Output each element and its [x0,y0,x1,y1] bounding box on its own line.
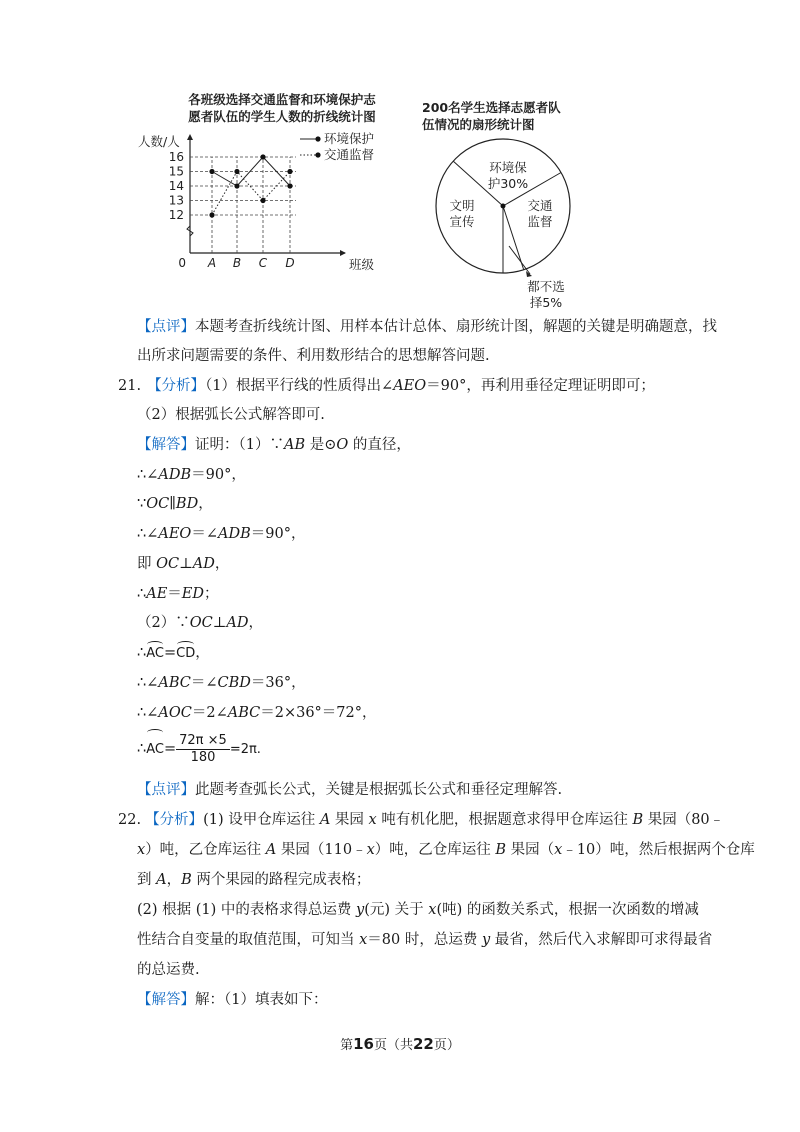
line-chart-title: 各班级选择交通监督和环境保护志 [188,92,376,107]
line-series-1-point [209,212,214,217]
arc-ac-2: AC [146,732,164,768]
line-chart-origin: 0 [178,256,186,270]
pie-chart [418,88,598,308]
comment-tag: 【点评】 [137,319,195,335]
proof-line-1: ∴∠ADB＝90°， [137,467,246,483]
question-number: 21. [118,378,142,394]
pie-slice-label: 文明 [449,198,475,213]
pie-slice-label: 宣传 [449,214,475,229]
line-series-0-point [209,169,214,174]
pie-chart-title: 伍情况的扇形统计图 [422,117,535,132]
pie-center [501,204,506,209]
arc-ac: AC [146,644,164,664]
line-chart-y-tick: 14 [168,179,184,193]
q22-analysis-2: x）吨，乙仓库运往 A 果园（110﹣x）吨，乙仓库运往 B 果园（x﹣10）吨，然后根据两个仓库 [137,842,755,858]
arc-cd: CD [176,644,195,664]
line-chart-y-arrow [187,134,193,140]
legend-marker [315,152,320,157]
line-chart-y-tick: 15 [168,164,184,179]
q22-analysis-6: 的总运费. [137,962,200,978]
q21-answer-header: 【解答】证明：（1）∵AB 是⊙O 的直径， [137,437,411,453]
pie-slice-label: 环境保 [489,160,527,175]
comment-paragraph-1: 【点评】本题考查折线统计图、用样本估计总体、扇形统计图，解题的关键是明确题意，找 [137,319,717,335]
q22-analysis-1: 22. 【分析】(1) 设甲仓库运往 A 果园 x 吨有机化肥，根据题意求得甲仓库运往 B 果园（80﹣ [118,812,725,828]
proof-line-9: ∴∠AOC＝2∠ABC＝2×36°＝72°， [137,705,377,721]
answer-tag: 【解答】 [137,992,195,1008]
line-chart-x-tick: A [207,256,217,270]
line-chart-y-tick: 12 [168,208,184,222]
line-series-0-point [287,183,292,188]
pie-slice-label: 护30% [487,176,529,191]
q21-analysis-2: （2）根据弧长公式解答即可. [137,407,325,423]
line-chart-ylabel: 人数/人 [138,134,180,149]
figures [138,88,580,310]
comment-paragraph-1-cont: 出所求问题需要的条件、利用数形结合的思想解答问题. [137,348,490,364]
line-chart-y-tick: 13 [168,193,184,208]
pie-callout-line [509,246,530,274]
line-chart-title: 愿者队伍的学生人数的折线统计图 [188,109,376,124]
line-series-1-point [260,198,265,203]
line-series-0-point [234,183,239,188]
line-series-0-point [260,154,265,159]
pie-slice-label: 都不选 [527,279,565,294]
pie-slice-boundary [503,206,524,270]
proof-line-4: 即 OC⊥AD， [137,556,230,572]
line-chart-x-arrow [340,250,346,256]
pie-slice-label: 择5% [529,295,563,310]
proof-line-2: ∵OC∥BD， [137,496,213,512]
line-chart-x-tick: C [258,256,268,270]
line-chart-x-tick: D [285,256,295,270]
arc-length-fraction: $\frac{72\pi \times 5}{180}$ [176,733,230,766]
q22-answer: 【解答】解：（1）填表如下： [137,992,328,1008]
analysis-tag: 【分析】 [147,378,206,394]
line-chart-xlabel: 班级 [349,257,375,272]
page-footer: 第16页（共22页） [340,1035,460,1053]
legend-marker [315,136,320,141]
proof-line-7: ∴AC=CD， [137,643,210,664]
proof-line-3: ∴∠AEO＝∠ADB＝90°， [137,526,306,542]
pie-slice-label: 监督 [527,214,553,229]
q22-analysis-4: (2) 根据 (1) 中的表格求得总运费 y(元) 关于 x(吨) 的函数关系式，根据一次函数的增减 [137,902,699,918]
answer-tag: 【解答】 [137,437,195,453]
line-series-1-point [287,169,292,174]
proof-line-5: ∴AE＝ED； [137,586,219,602]
q22-analysis-5: 性结合自变量的取值范围，可知当 x＝80 时，总运费 y 最省，然后代入求解即可求得最省 [137,932,713,948]
proof-line-10: ∴AC= $\frac{72\pi \times 5}{180}$ =2π. [137,731,261,768]
line-chart [138,88,400,308]
question-number: 22. [118,812,142,828]
pie-slice-label: 交通 [527,198,553,213]
legend-label: 环境保护 [324,131,375,146]
q21-analysis: 21. 【分析】（1）根据平行线的性质得出∠AEO＝90°，再利用垂径定理证明即可； [118,378,655,394]
proof-line-8: ∴∠ABC＝∠CBD＝36°， [137,675,306,691]
analysis-tag: 【分析】 [145,812,204,828]
line-chart-x-tick: B [232,256,242,270]
comment-tag: 【点评】 [137,782,195,798]
legend-label: 交通监督 [324,147,375,162]
pie-chart-title: 200名学生选择志愿者队 [422,100,561,115]
q22-analysis-3: 到 A，B 两个果园的路程完成表格； [137,872,371,888]
line-chart-y-tick: 16 [168,150,184,164]
line-series-1-point [234,169,239,174]
proof-line-6: （2）∵OC⊥AD， [137,615,263,631]
comment-paragraph-2: 【点评】此题考查弧长公式，关键是根据弧长公式和垂径定理解答. [137,782,563,798]
